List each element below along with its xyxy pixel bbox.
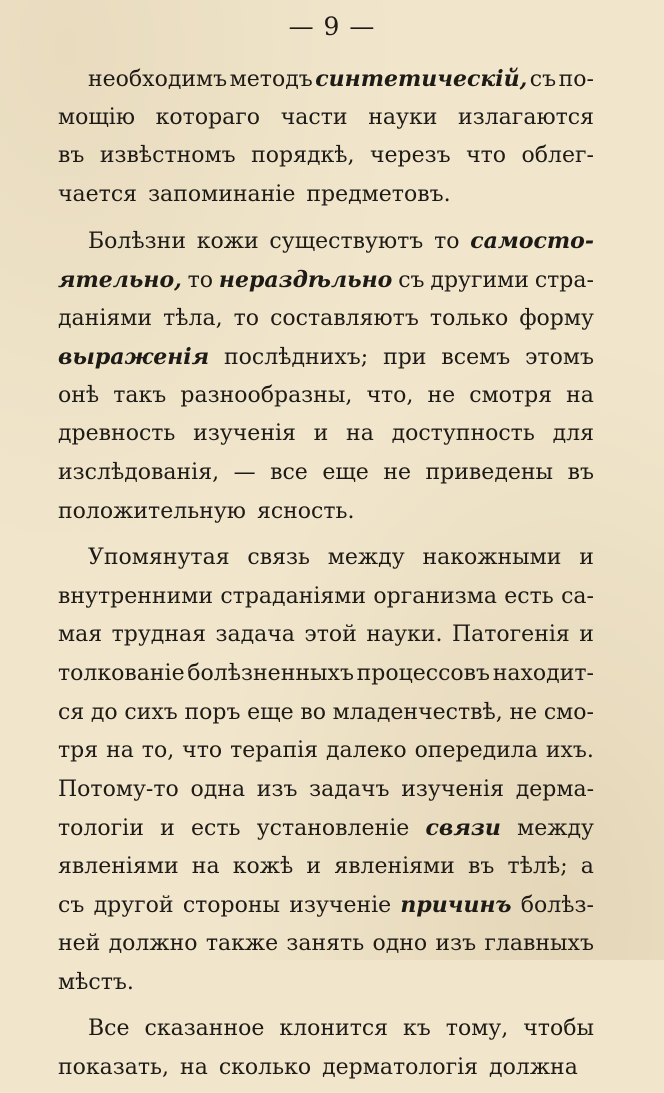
word: облег- (521, 143, 594, 169)
word: древность (58, 421, 176, 447)
word: еще (322, 459, 369, 485)
word: чается (58, 181, 138, 207)
word: въ (58, 143, 85, 169)
word: то (233, 305, 260, 331)
word: еще (247, 699, 294, 725)
word: мѣстъ. (58, 969, 134, 995)
word: ся (58, 699, 85, 725)
word: чтобы (523, 1016, 594, 1042)
word: есть (190, 816, 241, 842)
word: по- (558, 67, 594, 92)
text-line (58, 344, 594, 383)
word: методъ (229, 67, 313, 92)
word: для (552, 421, 594, 447)
word: мощію (58, 104, 135, 130)
text-line (58, 460, 594, 499)
word: что (182, 738, 223, 764)
word: смотря (469, 382, 553, 408)
emphasized-word: причинъ (400, 892, 512, 919)
word: такъ (113, 382, 167, 408)
word: страданіями (220, 583, 367, 609)
text-line (58, 267, 594, 306)
word: извѣстномъ (99, 143, 236, 169)
word: даніями (58, 305, 153, 331)
word: между (517, 816, 594, 842)
text-line (58, 584, 594, 623)
text-line (58, 854, 594, 893)
word: другими (430, 267, 529, 293)
word: тря (58, 738, 99, 764)
word: стра- (534, 267, 594, 293)
word: Болѣзни (88, 229, 186, 255)
word: связь (247, 545, 310, 571)
word: части (280, 104, 348, 130)
word: смо- (543, 699, 594, 725)
text-line (58, 970, 594, 1009)
word: есть (504, 583, 554, 609)
word: тому, (445, 1016, 509, 1042)
word: а (580, 853, 594, 879)
word: задача (215, 622, 295, 648)
word: что, (366, 382, 414, 408)
word: форму (519, 305, 594, 331)
word: и (306, 853, 322, 879)
word: также (205, 931, 279, 957)
word: явленіями (58, 853, 179, 879)
word: положительную (58, 498, 246, 524)
word: другой (93, 893, 174, 919)
word: болѣзненныхъ (187, 660, 354, 686)
word: Патогенія (451, 622, 570, 648)
word: черезъ (369, 143, 451, 169)
word: младенчествѣ, (332, 699, 503, 725)
word: въ (567, 459, 594, 485)
word: толкованіе (58, 660, 185, 686)
word: тѣлѣ; (507, 853, 568, 879)
word: съ (398, 267, 425, 293)
paragraph (58, 66, 594, 220)
word: съ (529, 67, 557, 92)
word: въ (467, 853, 495, 879)
word: опередила (414, 738, 538, 764)
paragraph-gap (58, 1008, 594, 1016)
word: этомъ (525, 345, 594, 371)
word: — (233, 459, 256, 485)
word: поръ (184, 699, 241, 725)
text-line (58, 421, 594, 460)
word: во (300, 699, 326, 725)
word: на (566, 382, 594, 408)
word: не (383, 459, 412, 485)
paragraph (58, 228, 594, 537)
word: изученія (193, 421, 296, 447)
word: существуютъ (269, 229, 424, 255)
word: не (427, 382, 456, 408)
word: клонится (279, 1016, 389, 1042)
word: и (313, 421, 329, 447)
text-line (58, 700, 594, 739)
word: дерматологія (322, 1054, 479, 1080)
word: занять (286, 931, 365, 957)
text-line (58, 815, 594, 854)
word: составляютъ (270, 305, 419, 331)
word: котораго (155, 104, 261, 130)
word: разнообразны, (180, 382, 353, 408)
word: болѣз- (520, 893, 594, 919)
word: всемъ (441, 345, 511, 371)
body-text (58, 66, 594, 1093)
text-line (58, 1055, 594, 1093)
word: стороны (182, 893, 281, 919)
text-line (58, 931, 594, 970)
word: съ (58, 893, 85, 919)
word: далеко (325, 738, 407, 764)
emphasized-word: ятельно, (58, 266, 182, 293)
text-line (58, 143, 594, 182)
word: ясность. (256, 498, 355, 524)
word: установленіе (256, 816, 410, 842)
word: внутренними (58, 583, 214, 609)
text-line (58, 622, 594, 661)
word: не (509, 699, 538, 725)
emphasized-word: нераздѣльно (218, 266, 393, 293)
word: кожи (196, 229, 259, 255)
word: изслѣдованія, (58, 459, 220, 485)
word: находит- (492, 660, 594, 686)
word: до (90, 699, 118, 725)
word: и (160, 816, 175, 842)
word: изъ (256, 776, 298, 802)
emphasized-word: самосто- (470, 228, 594, 255)
text-line (58, 383, 594, 422)
word: между (327, 545, 405, 571)
word: доступность (391, 421, 535, 447)
word: то (434, 229, 460, 255)
word: на (346, 421, 374, 447)
word: и (579, 622, 594, 648)
word: одна (190, 776, 246, 802)
word: трудная (111, 622, 206, 648)
word: науки. (366, 622, 443, 648)
word: должно (108, 931, 198, 957)
word: изученіе (289, 893, 392, 919)
word: на (180, 1054, 208, 1080)
emphasized-word: выраженія (58, 344, 210, 371)
word: явленіями (334, 853, 455, 879)
word: тѣла, (163, 305, 223, 331)
text-line (58, 182, 594, 221)
word: къ (403, 1016, 431, 1042)
text-line (58, 777, 594, 816)
word: изученія (401, 776, 504, 802)
word: на (106, 738, 134, 764)
word: сихъ (124, 699, 178, 725)
word: организма (373, 583, 497, 609)
word: изъ (435, 931, 477, 957)
word: науки (368, 104, 438, 130)
word: задачъ (309, 776, 390, 802)
text-line (58, 306, 594, 345)
word: мая (58, 622, 103, 648)
text-line (58, 545, 594, 584)
word: сказанное (144, 1016, 265, 1042)
paragraph-gap (58, 220, 594, 228)
text-line (58, 499, 594, 538)
word: то, (141, 738, 175, 764)
word: кожѣ (232, 853, 294, 879)
text-line (58, 738, 594, 777)
word: предметовъ. (306, 181, 451, 207)
word: ихъ. (545, 738, 594, 764)
word: главныхъ (484, 931, 594, 957)
paragraph (58, 545, 594, 1008)
word: Все (88, 1016, 130, 1042)
text-line (58, 892, 594, 931)
emphasized-word: синтетическій, (315, 66, 528, 92)
word: излагаются (458, 104, 594, 130)
word: Упомянутая (88, 545, 230, 571)
word: терапія (230, 738, 319, 764)
word: процессовъ (356, 660, 491, 686)
word: приведены (425, 459, 554, 485)
paragraph (58, 1016, 594, 1093)
word: показать, (58, 1054, 170, 1080)
word: порядкѣ, (251, 143, 355, 169)
emphasized-word: связи (425, 815, 501, 842)
word: сколько (218, 1054, 312, 1080)
word: то (187, 267, 214, 293)
word: этой (304, 622, 357, 648)
text-line (58, 661, 594, 700)
word: накожными (422, 545, 562, 571)
word: Потому-то (58, 776, 179, 802)
word: тологіи (58, 816, 144, 842)
word: са- (561, 583, 594, 609)
text-line (58, 1016, 594, 1055)
text-line (58, 228, 594, 267)
word: послѣднихъ; (224, 345, 369, 371)
paragraph-gap (58, 537, 594, 545)
word: и (579, 545, 594, 571)
word: при (383, 345, 427, 371)
word: на (191, 853, 220, 879)
page-number: — 9 — (288, 12, 376, 41)
text-line (58, 66, 594, 105)
word: одно (372, 931, 428, 957)
text-line (58, 105, 594, 144)
word: должна (489, 1054, 578, 1080)
word: дерма- (515, 776, 594, 802)
word: необходимъ (88, 67, 228, 92)
word: ней (58, 931, 101, 957)
word: онѣ (58, 382, 100, 408)
word: все (270, 459, 308, 485)
word: запоминаніе (148, 181, 296, 207)
word: только (429, 305, 509, 331)
word: что (466, 143, 507, 169)
